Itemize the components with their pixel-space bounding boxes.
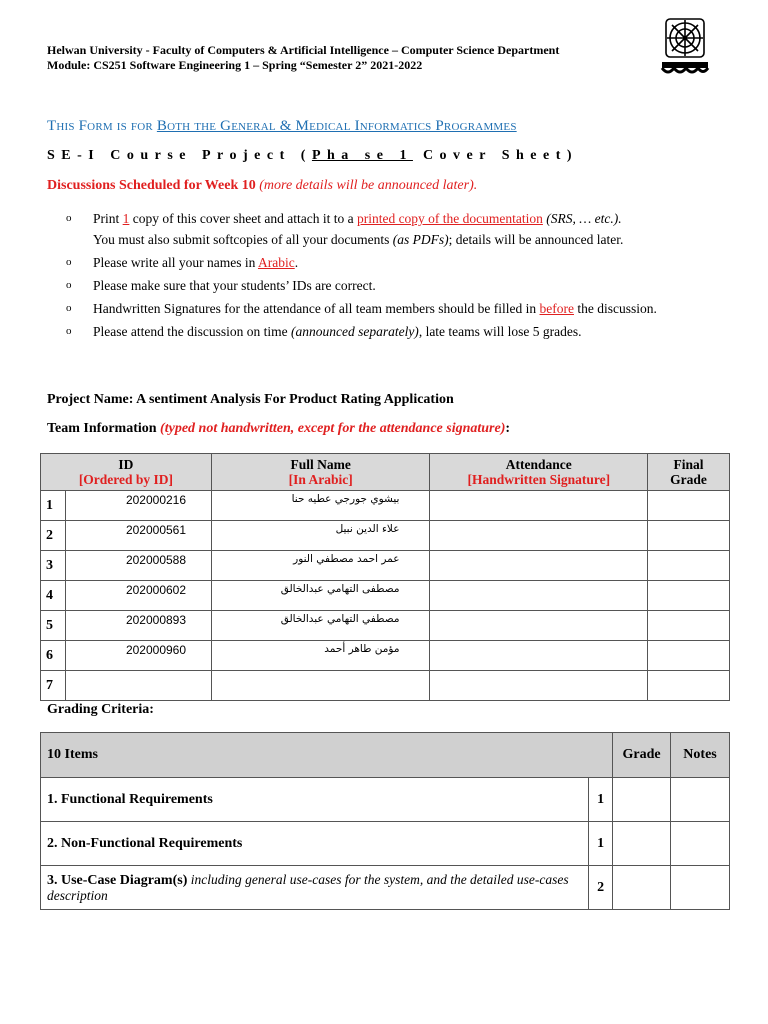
team-information-heading <box>47 421 510 437</box>
b5-t4: grades. <box>539 324 582 339</box>
form-audience-title <box>47 118 517 135</box>
final-grade-cell[interactable] <box>648 521 730 551</box>
table-row <box>41 641 730 671</box>
table-row <box>41 866 730 910</box>
printed-documentation-link[interactable]: printed copy of the documentation <box>356 211 543 226</box>
team-info-note: (typed not handwritten, except for the attendance signature) <box>160 421 506 436</box>
b5-num: 5 <box>532 324 540 339</box>
student-name-cell[interactable]: مصطفي التهامي عبدالخالق <box>211 611 430 641</box>
table-row <box>41 581 730 611</box>
student-id-cell[interactable]: 202000561 <box>65 521 211 551</box>
bullet-icon: o <box>66 325 72 337</box>
table-row <box>41 521 730 551</box>
table-row <box>41 822 730 866</box>
b1-t3: (SRS, … etc.). <box>542 211 622 226</box>
criterion-weight: 2 <box>589 866 613 910</box>
row-number: 6 <box>41 641 66 671</box>
header-module-line: Module: CS251 Software Engineering 1 – Spring “Semester 2” 2021-2022 <box>47 58 423 72</box>
signature-cell[interactable] <box>430 551 648 581</box>
header-university-line: Helwan University - Faculty of Computers & Artificial Intelligence – Computer Science Department <box>47 43 560 57</box>
criterion-description: including general use-cases for the system, and the detailed use-cases description <box>47 871 569 903</box>
b5-t3: , late teams will lose <box>418 324 533 339</box>
instruction-signatures <box>66 298 706 319</box>
criterion-notes-cell[interactable] <box>671 866 730 910</box>
b5-t1: Please attend the discussion on time <box>93 324 291 339</box>
attendance-column-header <box>430 454 648 491</box>
final-grade-cell[interactable] <box>648 581 730 611</box>
signature-cell[interactable] <box>430 491 648 521</box>
final-grade-cell[interactable] <box>648 611 730 641</box>
student-name-cell[interactable]: علاء الدين نبيل <box>211 521 430 551</box>
instruction-ids <box>66 275 706 296</box>
id-header-sub: [Ordered by ID] <box>78 472 174 487</box>
criterion-weight: 1 <box>589 822 613 866</box>
criterion-title: 1. Functional Requirements <box>47 791 213 807</box>
bullet-icon: o <box>66 212 72 224</box>
signature-cell[interactable] <box>430 521 648 551</box>
criterion-cell <box>41 778 589 822</box>
row-number: 5 <box>41 611 66 641</box>
criterion-weight: 1 <box>589 778 613 822</box>
b2-t2: . <box>294 255 299 270</box>
criterion-title: 3. Use-Case Diagram(s) <box>47 872 188 888</box>
table-row <box>41 671 730 701</box>
course-title-phase: Pha se 1 <box>311 148 413 163</box>
b3-t1: Please make sure that your students’ IDs are correct. <box>93 278 376 293</box>
name-header-sub: [In Arabic] <box>288 472 353 487</box>
criterion-cell <box>41 822 589 866</box>
grade-column-header <box>648 454 730 491</box>
form-title-prefix: This Form is for <box>47 118 157 134</box>
b1-t1: Print <box>93 211 123 226</box>
grading-header-row <box>41 733 730 778</box>
row-number: 7 <box>41 671 66 701</box>
bullet-icon: o <box>66 302 72 314</box>
course-title-part2: Cover Sheet) <box>412 148 579 163</box>
table-row <box>41 491 730 521</box>
team-table <box>40 453 730 701</box>
instruction-arabic-names <box>66 252 706 273</box>
discussion-schedule <box>47 178 477 194</box>
id-column-header <box>41 454 212 491</box>
criterion-grade-cell[interactable] <box>613 778 671 822</box>
student-name-cell[interactable]: مؤمن طاهر أحمد <box>211 641 430 671</box>
signature-cell[interactable] <box>430 611 648 641</box>
instruction-attend <box>66 321 706 342</box>
signature-cell[interactable] <box>430 641 648 671</box>
table-row <box>41 551 730 581</box>
signature-cell[interactable] <box>430 581 648 611</box>
b1-t5: (as PDFs) <box>392 232 449 247</box>
b1-num: 1 <box>122 211 130 226</box>
instructions-list <box>66 208 706 344</box>
course-project-title <box>47 148 578 164</box>
student-name-cell[interactable]: بيشوي جورجي عطيه حنا <box>211 491 430 521</box>
instruction-print <box>66 208 706 250</box>
grade-header-sub: Grade <box>670 472 707 487</box>
final-grade-cell[interactable] <box>648 491 730 521</box>
course-title-part1: SE-I Course Project ( <box>47 148 312 163</box>
b1-t4: You must also submit softcopies of all your documents <box>93 232 393 247</box>
student-id-cell[interactable]: 202000216 <box>65 491 211 521</box>
att-header-sub: [Handwritten Signature] <box>467 472 611 487</box>
form-title-programmes: Both the General & Medical Informatics Programmes <box>156 118 517 134</box>
project-name-value: A sentiment Analysis For Product Rating Application <box>136 392 454 407</box>
project-name-label: Project Name: <box>47 392 137 407</box>
name-column-header <box>211 454 430 491</box>
criterion-title: 2. Non-Functional Requirements <box>47 835 243 851</box>
b4-t2: the discussion. <box>573 301 657 316</box>
grading-criteria-heading: Grading Criteria: <box>47 702 154 717</box>
row-number: 1 <box>41 491 66 521</box>
att-header-label: Attendance <box>505 457 572 472</box>
criterion-grade-cell[interactable] <box>613 866 671 910</box>
row-number: 3 <box>41 551 66 581</box>
table-row <box>41 611 730 641</box>
grade-header-label: Final <box>673 457 704 472</box>
discussion-text: Discussions Scheduled for Week 10 <box>47 178 260 193</box>
grading-table <box>40 732 730 910</box>
project-name <box>47 392 454 408</box>
criterion-notes-cell[interactable] <box>671 822 730 866</box>
name-header-label: Full Name <box>290 457 351 472</box>
discussion-note: (more details will be announced later). <box>259 178 478 193</box>
student-id-cell[interactable]: 202000960 <box>65 641 211 671</box>
b5-t2: (announced separately) <box>290 324 419 339</box>
bullet-icon: o <box>66 256 72 268</box>
items-header: 10 Items <box>41 733 613 778</box>
final-grade-cell[interactable] <box>648 641 730 671</box>
signature-cell[interactable] <box>430 671 648 701</box>
team-table-header <box>41 454 730 491</box>
table-row <box>41 778 730 822</box>
criterion-grade-cell[interactable] <box>613 822 671 866</box>
final-grade-cell[interactable] <box>648 551 730 581</box>
criterion-cell <box>41 866 589 910</box>
b1-t2: copy of this cover sheet and attach it to a <box>129 211 357 226</box>
b1-t6: ; details will be announced later. <box>448 232 624 247</box>
student-name-cell[interactable]: مصطفى التهامي عبدالخالق <box>211 581 430 611</box>
grade-header: Grade <box>613 733 671 778</box>
before-link[interactable]: before <box>539 301 574 316</box>
b2-t1: Please write all your names in <box>93 255 258 270</box>
criterion-notes-cell[interactable] <box>671 778 730 822</box>
team-info-label: Team Information <box>47 421 161 436</box>
final-grade-cell[interactable] <box>648 671 730 701</box>
b4-t1: Handwritten Signatures for the attendance of all team members should be filled in <box>93 301 540 316</box>
student-id-cell[interactable]: 202000588 <box>65 551 211 581</box>
university-logo <box>648 14 722 80</box>
student-id-cell[interactable]: 202000602 <box>65 581 211 611</box>
notes-header: Notes <box>671 733 730 778</box>
team-info-colon: : <box>505 421 511 436</box>
bullet-icon: o <box>66 279 72 291</box>
student-name-cell[interactable] <box>211 671 430 701</box>
row-number: 4 <box>41 581 66 611</box>
student-id-cell[interactable] <box>65 671 211 701</box>
row-number: 2 <box>41 521 66 551</box>
id-header-label: ID <box>118 457 134 472</box>
arabic-link[interactable]: Arabic <box>257 255 295 270</box>
student-id-cell[interactable]: 202000893 <box>65 611 211 641</box>
student-name-cell[interactable]: عمر احمد مصطفي النور <box>211 551 430 581</box>
